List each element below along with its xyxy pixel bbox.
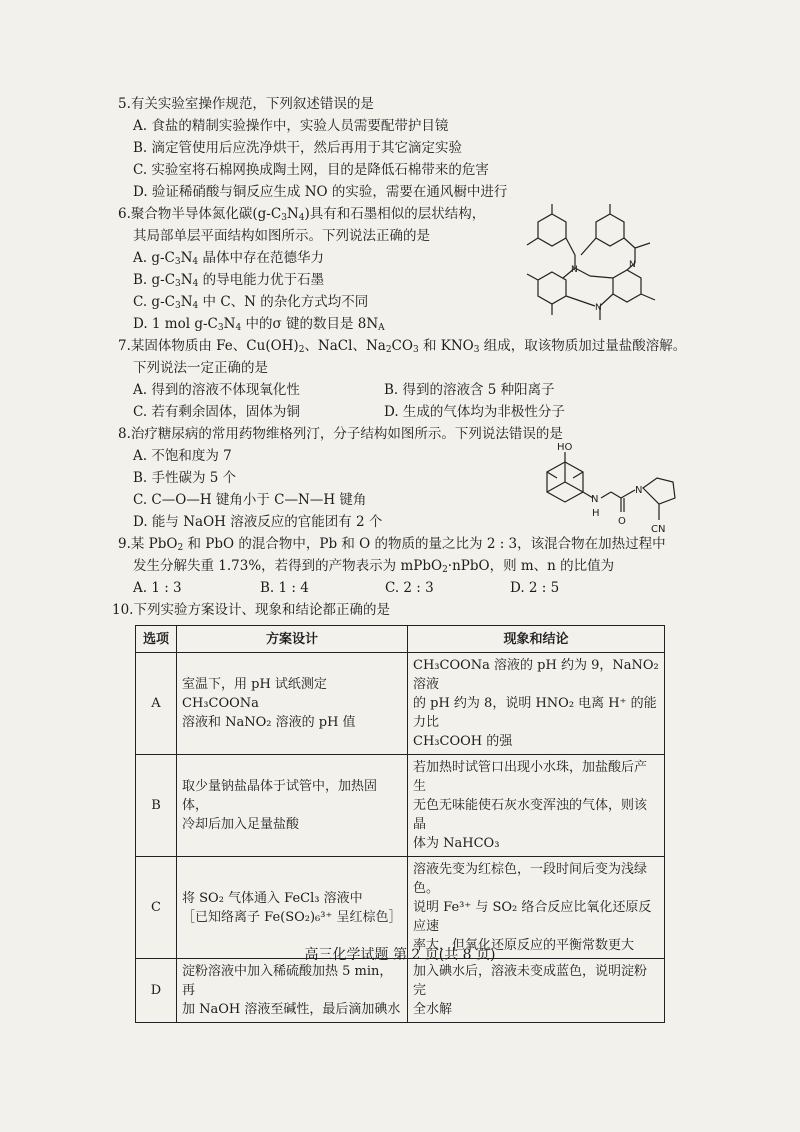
q7-option-c: C. 若有剩余固体，固体为铜 (133, 404, 300, 420)
row-key: B (136, 755, 177, 857)
row-result: 加入碘水后，溶液未变成蓝色，说明淀粉完 全水解 (408, 959, 665, 1023)
triazine-ring-top-right (596, 214, 624, 246)
q5-option-b: B. 滴定管使用后应洗净烘干，然后再用于其它滴定实验 (133, 140, 463, 156)
q7-option-a: A. 得到的溶液不体现氧化性 (133, 382, 300, 398)
row-design: 室温下，用 pH 试纸测定 CH₃COONa 溶液和 NaNO₂ 溶液的 pH 值 (177, 653, 408, 755)
header-design: 方案设计 (177, 626, 408, 653)
q8-option-c: C. C—O—H 键角小于 C—N—H 键角 (133, 492, 367, 508)
q5-option-c: C. 实验室将石棉网换成陶土网，目的是降低石棉带来的危害 (133, 162, 489, 178)
pyrrolidine-n-label: N (635, 485, 643, 496)
header-result: 现象和结论 (408, 626, 665, 653)
row-design: 取少量钠盐晶体于试管中，加热固体， 冷却后加入足量盐酸 (177, 755, 408, 857)
row-design: 将 SO₂ 气体通入 FeCl₃ 溶液中 ［已知络离子 Fe(SO₂)₆³⁺ 呈红棕色］ (177, 857, 408, 959)
cn-label: CN (651, 524, 666, 535)
row-key: C (136, 857, 177, 959)
table-header-row (136, 626, 665, 653)
q7-stem-line2: 下列说法一定正确的是 (133, 360, 268, 376)
q6-option-b: B. $g-C_3N_4$ 的导电能力优于石墨 (133, 272, 325, 289)
q7-stem-line1: 7.某固体物质由 Fe、$Cu(OH)_2$、NaCl、$Na_2CO_3$ 和 $KNO_3$ 组成，取该物质加过量盐酸溶解。 (118, 338, 687, 355)
amine-h-label: H (592, 508, 600, 519)
triazine-ring-top-left (538, 214, 566, 246)
q8-option-a: A. 不饱和度为 7 (133, 448, 232, 464)
q5-option-d: D. 验证稀硝酸与铜反应生成 NO 的实验，需要在通风橱中进行 (133, 184, 508, 200)
q9-option-d: D. 2 : 5 (510, 580, 560, 596)
q5-stem: 5.有关实验室操作规范，下列叙述错误的是 (118, 96, 374, 112)
table-row (136, 653, 665, 755)
triazine-ring-bottom-left (538, 272, 566, 304)
q8-option-d: D. 能与 NaOH 溶液反应的官能团有 2 个 (133, 514, 383, 530)
table-row (136, 959, 665, 1023)
q6-stem-line1: 6.聚合物半导体氮化碳$(g-C_3N_4)$具有和石墨相似的层状结构， (118, 206, 486, 223)
q8-option-b: B. 手性碳为 5 个 (133, 470, 237, 486)
vildagliptin-structure-figure (525, 440, 695, 535)
g-c3n4-structure-figure (515, 200, 680, 328)
q8-stem: 8.治疗糖尿病的常用药物维格列汀，分子结构如图所示。下列说法错误的是 (118, 426, 563, 442)
q9-stem-line1: 9.某 PbO$_2$ 和 PbO 的混合物中，Pb 和 O 的物质的量之比为 2 : 3，该混合物在加热过程中 (118, 536, 666, 553)
q10-stem: 10.下列实验方案设计、现象和结论都正确的是 (112, 602, 390, 618)
q5-option-a: A. 食盐的精制实验操作中，实验人员需要配带护目镜 (133, 118, 449, 134)
q9-option-c: C. 2 : 3 (385, 580, 434, 596)
q6-option-a: A. $g-C_3N_4$ 晶体中存在范德华力 (133, 250, 324, 267)
q9-option-b: B. 1 : 4 (260, 580, 309, 596)
n-label-right: N (629, 260, 636, 270)
q6-option-c: C. $g-C_3N_4$ 中 C、N 的杂化方式均不同 (133, 294, 369, 311)
q6-option-d: D. 1 mol $g-C_3N_4$ 中的σ 键的数目是 $8N_A$ (133, 316, 385, 333)
row-key: D (136, 959, 177, 1023)
page-footer: 高三化学试题 第 2 页(共 8 页) (304, 947, 496, 963)
row-result: 若加热时试管口出现小水珠，加盐酸后产生 无色无味能使石灰水变浑浊的气体，则该晶 体为 NaHCO₃ (408, 755, 665, 857)
n-label-bottom: N (595, 303, 602, 313)
q7-option-d: D. 生成的气体均为非极性分子 (384, 404, 565, 420)
q7-option-b: B. 得到的溶液含 5 种阳离子 (384, 382, 555, 398)
ho-label: HO (557, 442, 573, 453)
amine-n-label: N (591, 494, 599, 505)
carbonyl-o-label: O (618, 516, 626, 527)
row-result: CH₃COONa 溶液的 pH 约为 9，NaNO₂ 溶液 的 pH 约为 8，说明 HNO₂ 电离 H⁺ 的能力比 CH₃COOH 的强 (408, 653, 665, 755)
n-label-center: N (571, 265, 578, 275)
triazine-ring-bottom-right (613, 270, 641, 302)
row-design: 淀粉溶液中加入稀硫酸加热 5 min，再 加 NaOH 溶液至碱性，最后滴加碘水 (177, 959, 408, 1023)
header-option: 选项 (136, 626, 177, 653)
q9-option-a: A. 1 : 3 (133, 580, 182, 596)
q6-stem-line2: 其局部单层平面结构如图所示。下列说法正确的是 (133, 228, 430, 244)
row-result: 溶液先变为红棕色，一段时间后变为浅绿色。 说明 Fe³⁺ 与 SO₂ 络合反应比氧化还原反应速 率大，但氧化还原反应的平衡常数更大 (408, 857, 665, 959)
q9-stem-line2: 发生分解失重 1.73%，若得到的产物表示为 mPbO$_2$·nPbO，则 m、n 的比值为 (133, 558, 615, 575)
row-key: A (136, 653, 177, 755)
table-row (136, 755, 665, 857)
